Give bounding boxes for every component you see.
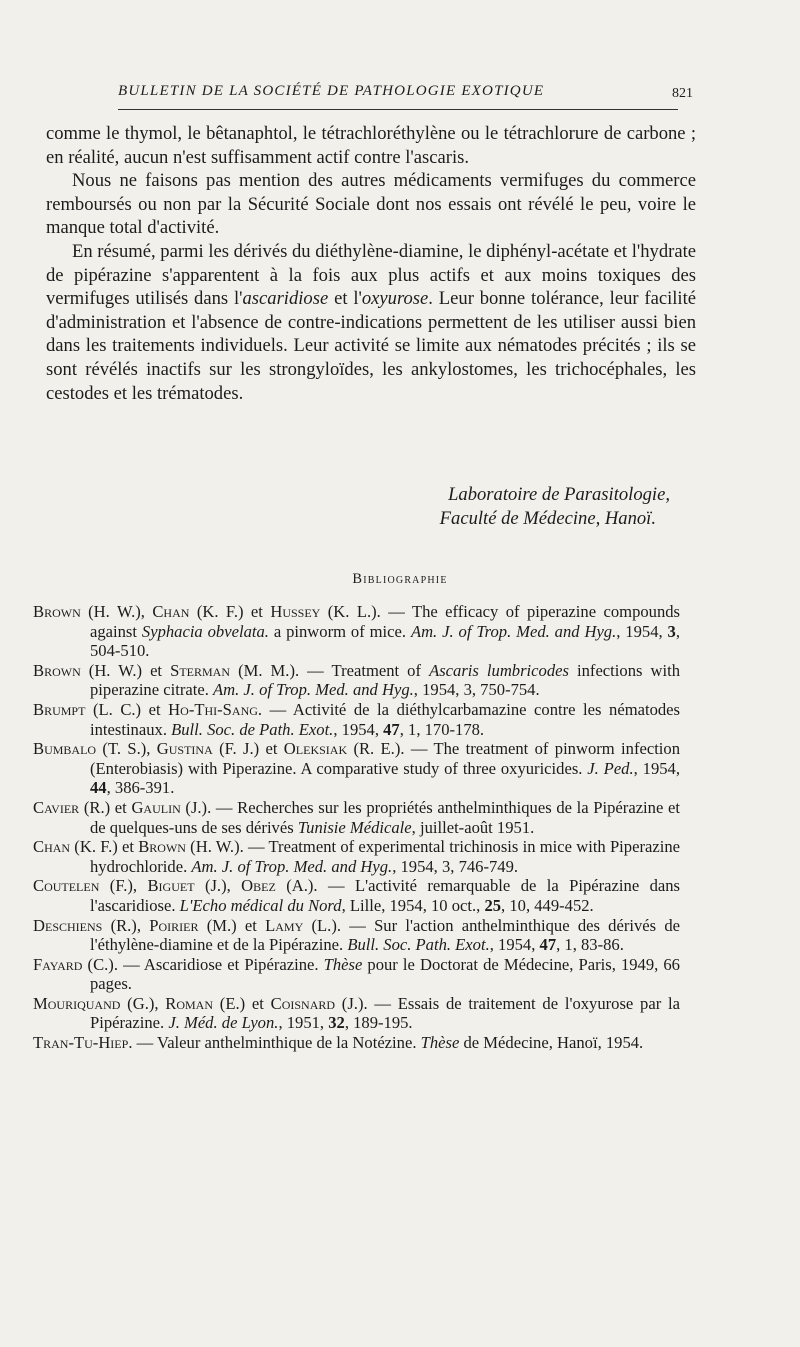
paragraph-3: En résumé, parmi les dérivés du diéthylène-diamine, le diphényl-acétate et l'hydrate de pipérazine s'apparentent à la fois aux plus actifs et aux moins toxiques des vermifuges utilisés dans l'ascaridiose et l'oxyurose. Leur bonne tolérance, leur facilité d'administration et l'absence de contre-indications permettent de les utiliser aussi bien dans les traitements individuels. Leur activité se limite aux nématodes précités ; ils se sont révélés inactifs sur les strongyloïdes, les ankylostomes, les trichocéphales, les cestodes et les trématodes. [46, 240, 697, 404]
signature-line-2: Faculté de Médecine, Hanoï. [439, 508, 656, 529]
body-text [46, 122, 696, 405]
reference-item: Bumbalo (T. S.), Gustina (F. J.) et Oleksiak (R. E.). — The treatment of pinworm infection (Enterobiasis) with Piperazine. A comparative study of three oxyuricides. J. Ped., 1954, 44, 386-391. [33, 739, 681, 798]
page-header [118, 83, 693, 107]
reference-item: Tran-Tu-Hiep. — Valeur anthelminthique de la Notézine. Thèse de Médecine, Hanoï, 1954. [33, 1033, 644, 1053]
reference-item: Brown (H. W.), Chan (K. F.) et Hussey (K. L.). — The efficacy of piperazine compounds against Syphacia obvelata. a pinworm of mice. Am. J. of Trop. Med. and Hyg., 1954, 3, 504-510. [33, 602, 681, 661]
reference-item: Coutelen (F.), Biguet (J.), Obez (A.). — L'activité remarquable de la Pipérazine dans l'ascaridiose. L'Echo médical du Nord, Lille, 1954, 10 oct., 25, 10, 449-452. [33, 876, 681, 915]
reference-item: Brown (H. W.) et Sterman (M. M.). — Treatment of Ascaris lumbricodes infections with piperazine citrate. Am. J. of Trop. Med. and Hyg., 1954, 3, 750-754. [33, 660, 680, 700]
reference-item: Fayard (C.). — Ascaridiose et Pipérazine. Thèse pour le Doctorat de Médecine, Paris, 1949, 66 pages. [33, 954, 680, 994]
paragraph-1: comme le thymol, le bêtanaphtol, le tétrachloréthylène ou le tétrachlorure de carbone ; en réalité, aucun n'est suffisamment actif contre l'ascaris. [46, 123, 696, 168]
header-rule [118, 109, 678, 110]
reference-item: Deschiens (R.), Poirier (M.) et Lamy (L.). — Sur l'action anthelminthique des dérivés de l'éthylène-diamine et de la Pipérazine. Bull. Soc. Path. Exot., 1954, 47, 1, 83-86. [33, 915, 680, 955]
bibliography-heading: Bibliographie [352, 571, 448, 587]
reference-item: Mouriquand (G.), Roman (E.) et Coisnard (J.). — Essais de traitement de l'oxyurose par la Pipérazine. J. Méd. de Lyon., 1951, 32, 189-195. [33, 993, 680, 1033]
reference-item: Cavier (R.) et Gaulin (J.). — Recherches sur les propriétés anthelminthiques de la Pipérazine et de quelques-uns de ses dérivés Tunisie Médicale, juillet-août 1951. [33, 797, 680, 837]
reference-item: Brumpt (L. C.) et Ho-Thi-Sang. — Activité de la diéthylcarbamazine contre les nématodes intestinaux. Bull. Soc. de Path. Exot., 1954, 47, 1, 170-178. [33, 699, 681, 739]
page-number: 821 [672, 86, 693, 101]
signature-line-1: Laboratoire de Parasitologie, [448, 484, 670, 505]
reference-list [33, 602, 680, 1053]
affiliation-signature [300, 483, 696, 531]
paragraph-2: Nous ne faisons pas mention des autres médicaments vermifuges du commerce remboursés ou non par la Sécurité Sociale dont nos essais ont révélé le peu, voire le manque total d'activité. [46, 170, 696, 239]
running-title: BULLETIN DE LA SOCIÉTÉ DE PATHOLOGIE EXOTIQUE [118, 83, 545, 99]
reference-item: Chan (K. F.) et Brown (H. W.). — Treatment of experimental trichinosis in mice with Piperazine hydrochloride. Am. J. of Trop. Med. and Hyg., 1954, 3, 746-749. [33, 837, 680, 876]
